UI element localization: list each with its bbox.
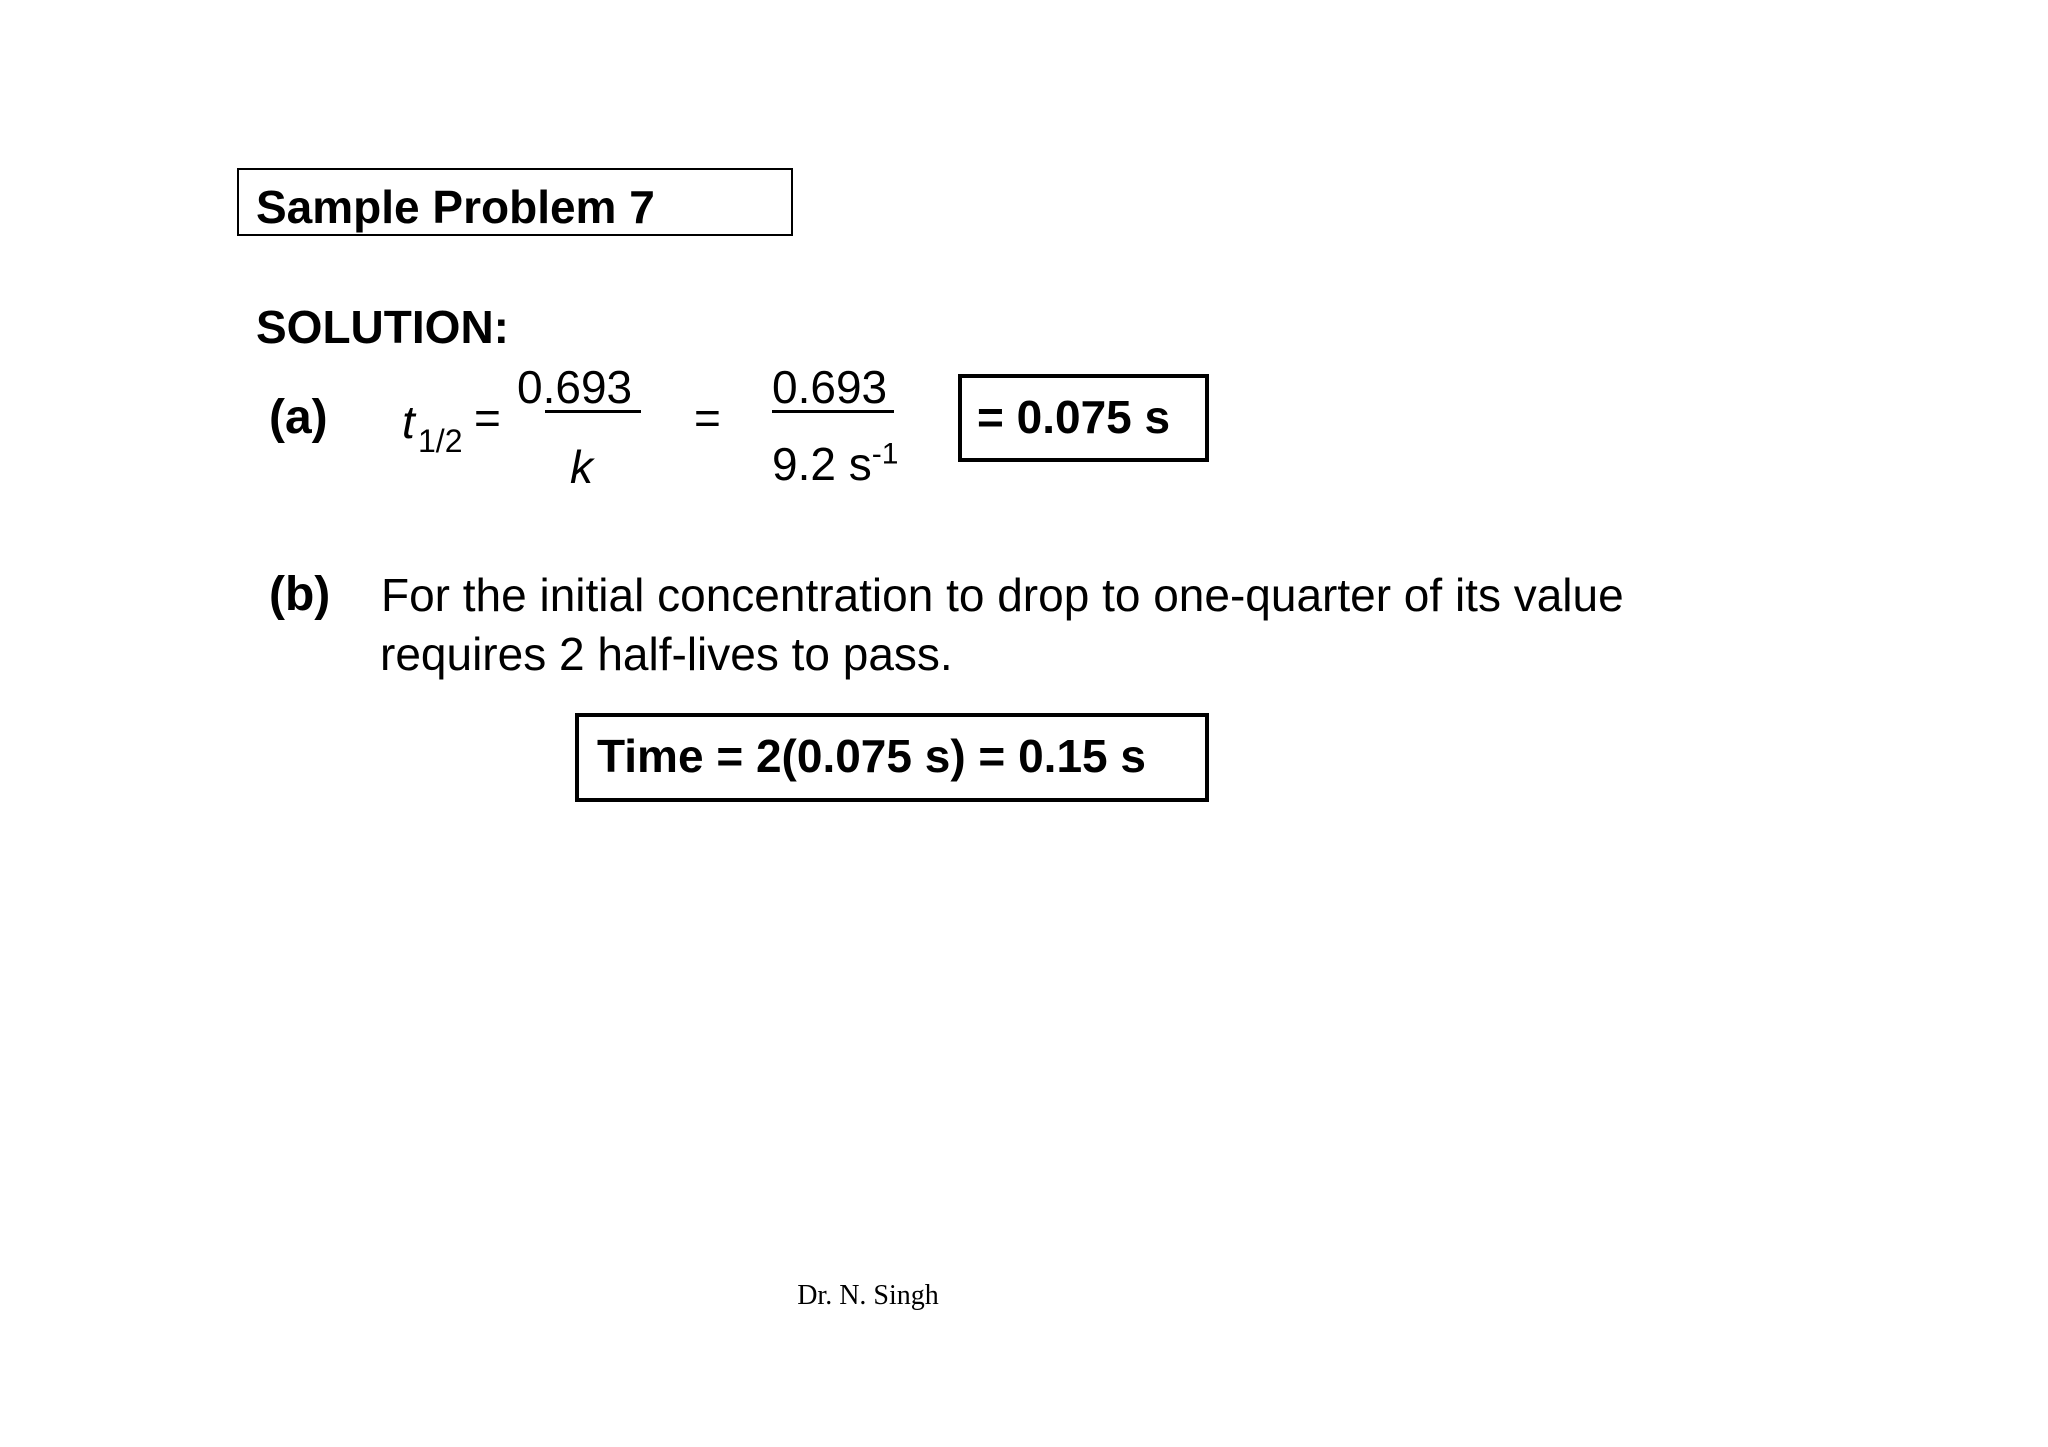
half-life-subscript: 1/2 xyxy=(418,423,463,459)
fraction-2-bar xyxy=(772,410,894,413)
problem-title: Sample Problem 7 xyxy=(256,181,655,233)
footer-author: Dr. N. Singh xyxy=(797,1280,939,1311)
fraction-2-numerator: 0.693 xyxy=(772,361,888,413)
half-life-variable: t xyxy=(402,396,415,448)
fraction-2-denominator xyxy=(772,437,898,491)
solution-heading: SOLUTION: xyxy=(256,301,509,353)
part-a-label: (a) xyxy=(269,391,328,444)
rate-constant-value: 9.2 s xyxy=(772,438,872,490)
part-b-line-2: requires 2 half-lives to pass. xyxy=(380,628,953,680)
equals-sign-1: = xyxy=(474,392,501,444)
equals-sign-2: = xyxy=(694,392,721,444)
fraction-1-bar xyxy=(545,410,641,413)
fraction-1-numerator: 0.693 xyxy=(517,361,633,413)
answer-a: = 0.075 s xyxy=(977,391,1171,443)
fraction-1-denominator: k xyxy=(570,441,593,493)
part-b-label: (b) xyxy=(269,568,331,621)
part-b-line-1: For the initial concentration to drop to one-quarter of its value xyxy=(381,569,1624,621)
answer-b: Time = 2(0.075 s) = 0.15 s xyxy=(597,730,1146,782)
rate-constant-exponent: -1 xyxy=(871,437,899,471)
